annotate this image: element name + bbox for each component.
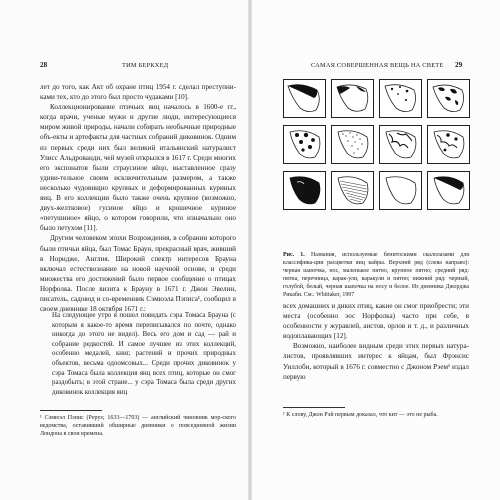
left-quote: На следующее утро я пошел повидать сэра Томаса Брауна (с которым я какое-то время переписывался по почте, однако никогда до этого не видел). Весь его дом и сад — рай и собрание редкостей. И самое лучшее из этих коллекций, особенно медалей, книг, растений и прочих природных объектов, весьма одоомсовых... Среди прочих диковинок у сэра Томаса была коллекция яиц всех птиц, которые он смог раздобыть; в этой стране... у сэра Томаса была среди других диковинок коллекция яиц [52,312,236,396]
figure-caption-label: Рис. 1. [283,252,305,258]
running-head-left: ТИМ БЕРКХЕД [122,62,169,69]
egg-drawing [283,79,326,118]
egg-drawing [283,125,326,164]
figure-caption [283,251,469,300]
footnote-left: ¹ Сэмюэл Пэпис (Pepys; 1633—1703) — английский чиновник мор-ского ведомства, оставивший обширные дневники о повседневной жизни Лондона в свои времена. [40,415,236,438]
egg-drawing [379,125,422,164]
left-paragraph-2: Коллекционирование птичьих яиц началось в 1600-е гг., когда врачи, ученые мужи и другие люди, интересующиеся миром живой природы, начали собирать необычные природные объ-екты и артефакты для частных собраний диковинок. Одним из первых среди них был великий итальянский натуралист Улисс Альдрованди, чей музей открылся в 1617 г. Среди многих его экспонатов были страусиное яйцо, выставленное сразу удиви-тельное своим исключительным размером, а также несколько чудовищно крупных и деформированных куриных яиц. В его коллекции было также очень крупное (возможно, двух-желтковое) гусиное яйцо и крошечное куриное «петушиное» яйцо, о котором говорили, что изначально оно было петухом [11]. [40,103,236,233]
egg-figure [283,79,469,249]
egg-drawing [331,171,374,210]
left-body [40,82,236,314]
egg-drawing [283,171,326,210]
right-paragraph-1: всех домашних и диких птиц, какие он смог приобрести; эти места (особенно эос Норфолка) часто при себе, в особенности у журавлей, аистов, орлов и т. д., и различных водоплавающих [12]. [283,302,469,341]
egg-drawing [331,79,374,118]
right-body [283,301,469,382]
left-paragraph-3: Другим человеком эпохи Возрождения, в собрании которого были птичьи яйца, был Томас Браун, прекрасный врач, живший в Норидже, Англия. Широкий спектр интересов Брауна включал естествознание на новой научной основе, и среди множества его достижений было первое сообщение о птицах Норфолка. После визита к Брауну в 1671 г. Джон Эвелин, писатель, садовод и со-временник Сэмюэла Пэписа¹, сообщил в своем дневнике 18 октября 1671 г.: [40,234,236,314]
left-paragraph-1: лет до того, как Акт об охране птиц 1954 г. сделал преступни-ками тех, кто до этого был просто чудаками [10]. [40,83,236,102]
footnote-separator-right [283,407,345,408]
egg-drawing [331,125,374,164]
figure-caption-text: Названия, используемые бенитоскими скалолазами для классифика-ции расцветки яиц кайры. Верхний ряд (слева направо): черная шапочка, нос, маленькое пятно, крупное пятно; средний ряд: пятна, перечница, карак-ули, каракули и пятно; нижний ряд: черный, голубой, белый, черная шапочка на носу и белое. Из дневника Джорджа Рикаби. См.: Whittaker, 1997 [283,252,469,299]
running-head-right: САМАЯ СОВЕРШЕННАЯ ВЕЩЬ НА СВЕТЕ [311,62,444,69]
egg-drawing [427,79,470,118]
book-gutter [248,0,252,500]
footnote-right: ¹ К слову, Джон Рэй первым доказал, что кит — это не рыба. [283,412,438,418]
egg-drawing [427,125,470,164]
footnote-separator-left [40,410,102,411]
page-number-left: 28 [40,61,48,69]
right-page [250,0,500,500]
egg-drawing [427,171,470,210]
page-number-right: 29 [455,61,463,69]
egg-drawing [379,171,422,210]
right-paragraph-2: Возможно, наиболее видным среди этих первых натура-листов, проявлявших интерес к яйцам, был Фрэнсис Уиллоби, который в 1676 г. совместно с Джоном Рэем¹ издал первую [283,342,469,381]
egg-drawing [379,79,422,118]
